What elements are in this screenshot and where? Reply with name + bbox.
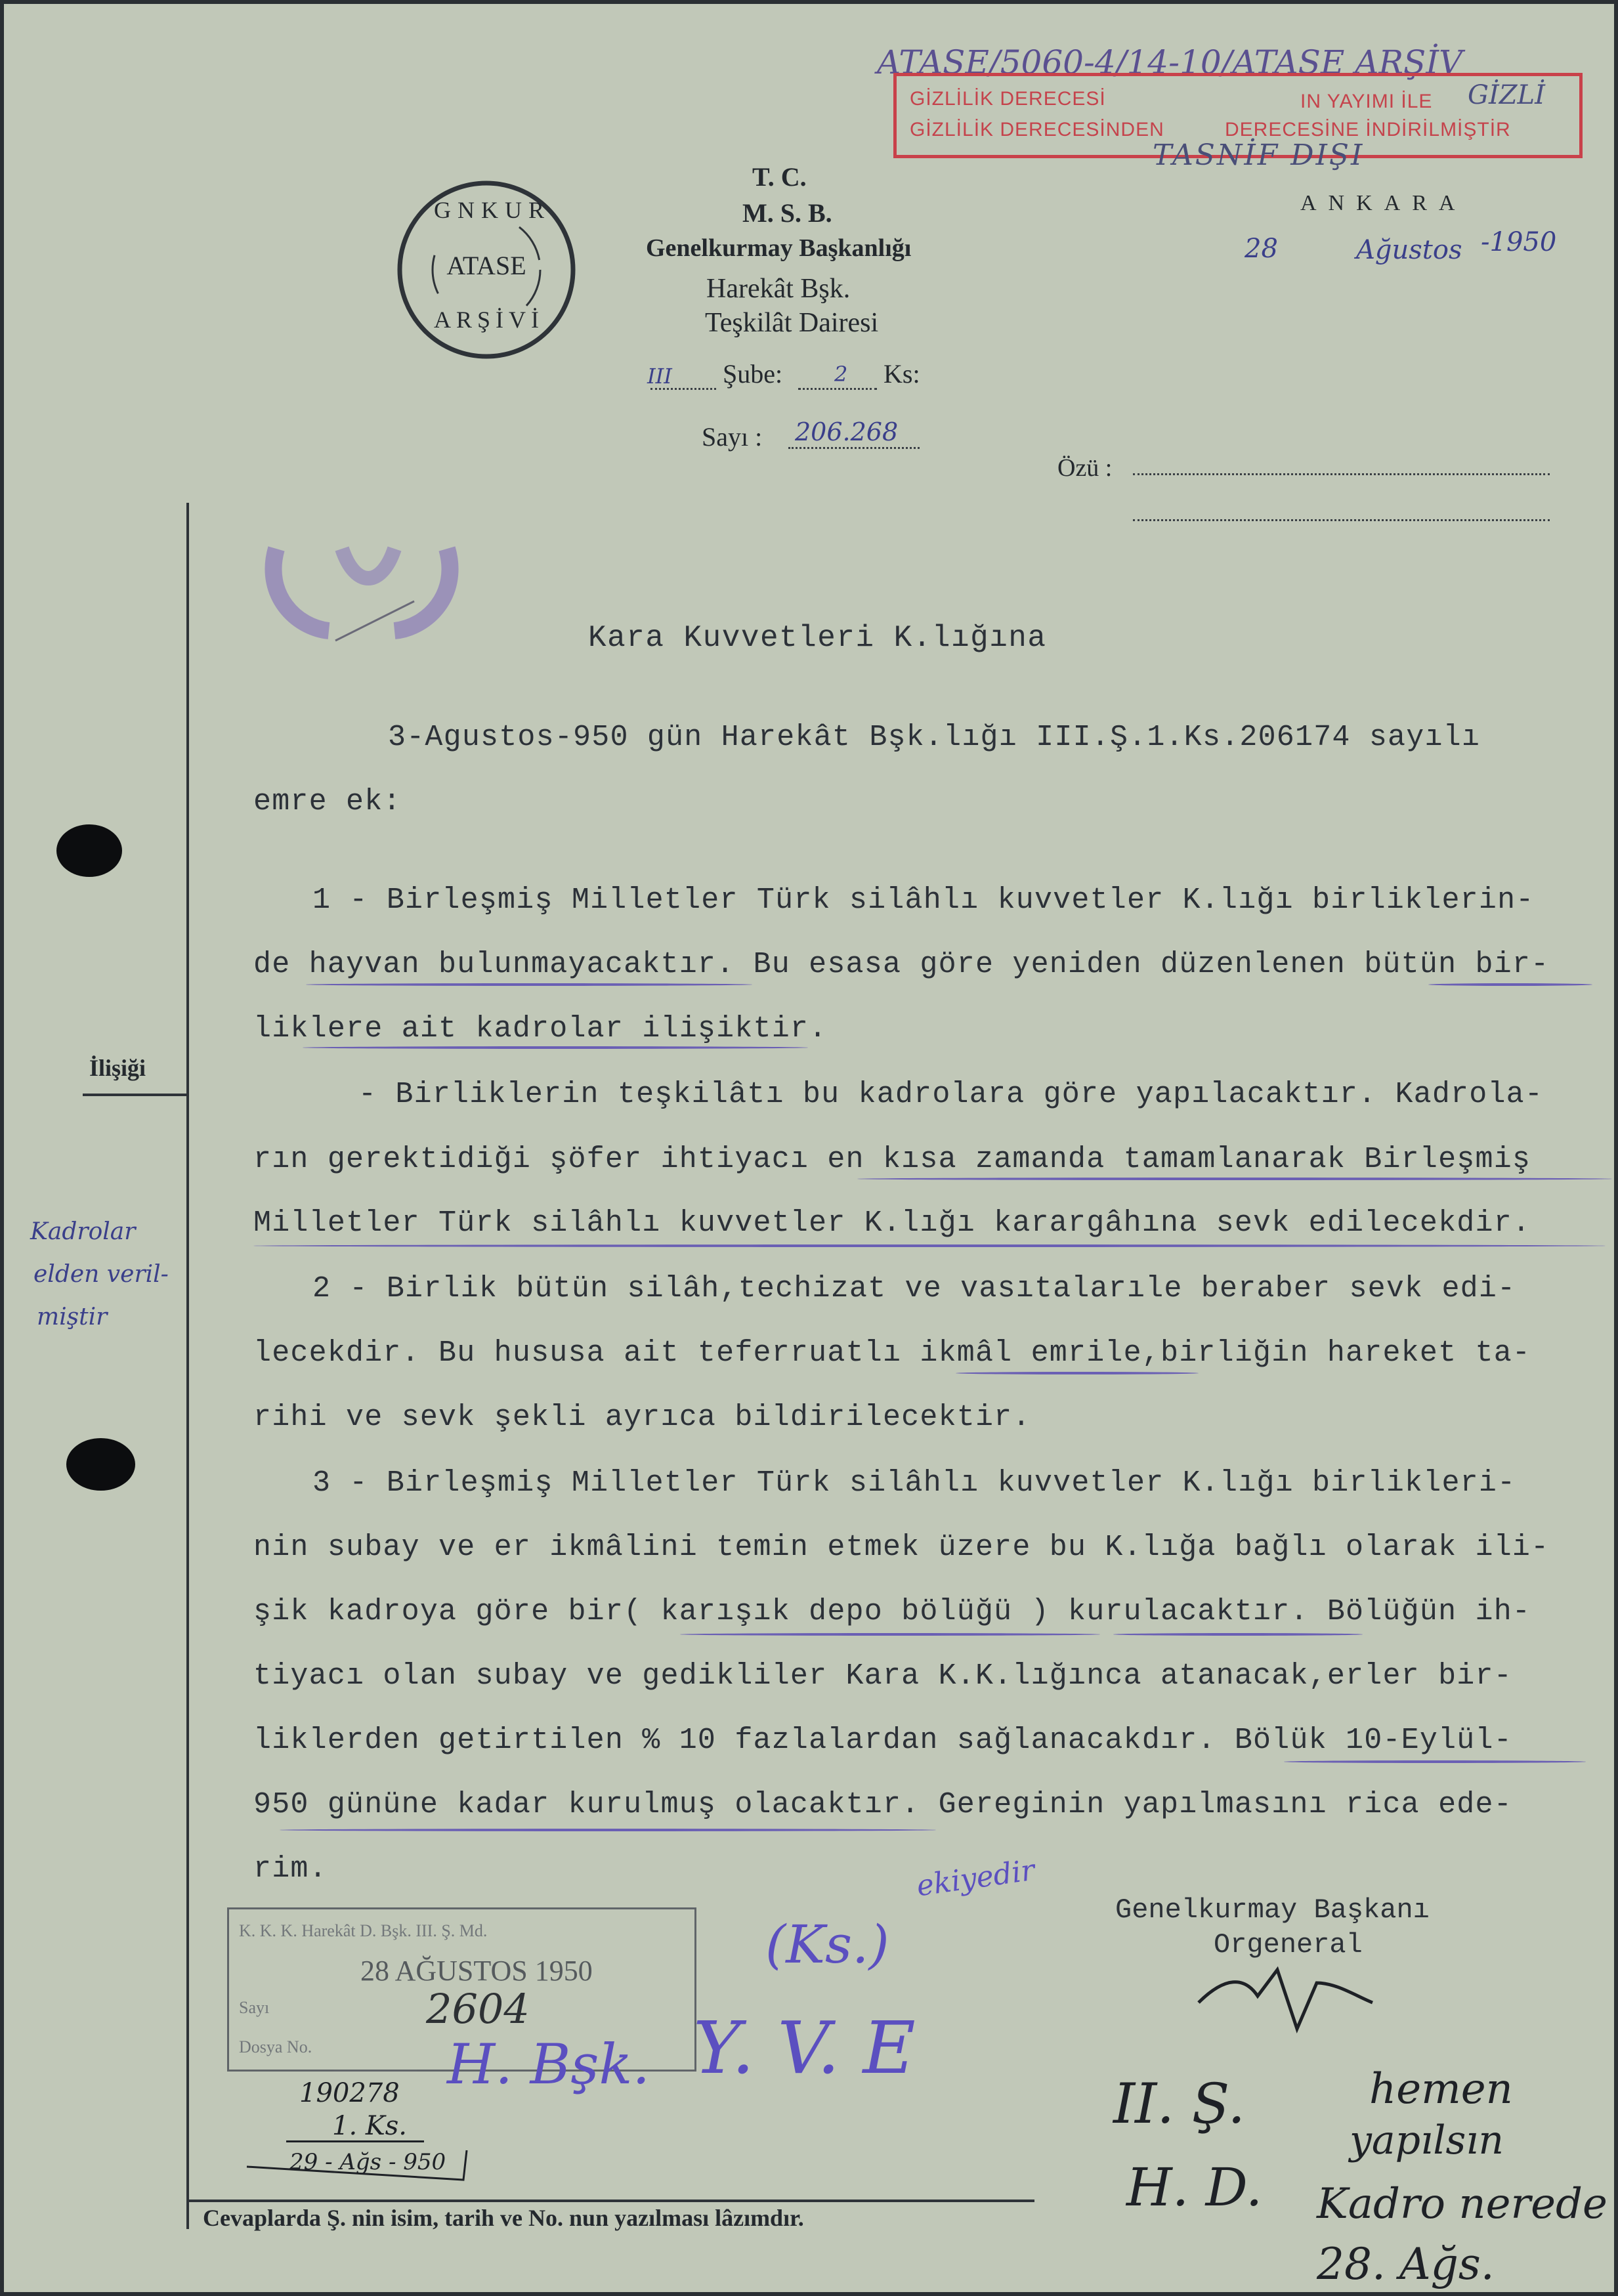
stamp-right-top-handwritten: GİZLİ [1468, 80, 1545, 110]
handwritten-date2: 29 - Ağs - 950 [289, 2149, 446, 2175]
receipt-stamp-header: K. K. K. Harekât D. Bşk. III. Ş. Md. [239, 1921, 488, 1940]
binder-hole-top [56, 824, 122, 877]
footer-note: Cevaplarda Ş. nin isim, tarih ve No. nun yazılması lâzımdır. [203, 2205, 804, 2231]
underline-9 [1284, 1760, 1586, 1763]
handwritten-h-bsk: H. Bşk. [447, 2032, 650, 2096]
footer-rule [188, 2200, 1034, 2202]
date-month: Ağustos [1356, 235, 1462, 265]
archive-seal-center: ATASE [446, 251, 526, 280]
handwritten-kadro-nerede: Kadro nerede [1317, 2180, 1607, 2228]
sayi-dots [788, 447, 920, 449]
stamp-right-bottom: DERECESİNE İNDİRİLMİŞTİR [1225, 119, 1511, 140]
handwritten-h-d: H. D. [1126, 2157, 1263, 2218]
binder-hole-bottom [66, 1438, 135, 1491]
handwritten-reference: ATASE/5060-4/14-10/ATASE ARŞİV [877, 43, 1463, 81]
margin-note-line-1: Kadrolar [30, 1218, 136, 1245]
body-line-9: 2 - Birlik bütün silâh,techizat ve vasıtalarıle beraber sevk edi- [312, 1272, 1516, 1306]
body-line-3: 1 - Birleşmiş Milletler Türk silâhlı kuvvetler K.lığı birliklerin- [312, 883, 1535, 917]
city: ANKARA [1300, 191, 1467, 215]
ozu-line-1 [1133, 473, 1550, 475]
body-line-16: liklerden getirtilen % 10 fazlalardan sağlanacakdır. Bölük 10-Eylül- [253, 1724, 1512, 1757]
sube-prefix: III [647, 364, 672, 389]
body-line-8: Milletler Türk silâhlı kuvvetler K.lığı karargâhına sevk edilecekdir. [253, 1206, 1531, 1240]
header-msb: M. S. B. [742, 198, 832, 228]
sayi-value: 206.268 [795, 417, 899, 446]
body-line-2: emre ek: [253, 785, 402, 818]
body-line-10: lecekdir. Bu hususa ait teferruatlı ikmâl emrile,birliğin hareket ta- [253, 1336, 1531, 1370]
body-line-7: rın gerektidiği şöfer ihtiyacı en kısa zamanda tamamlanarak Birleşmiş [253, 1143, 1531, 1176]
body-line-12: 3 - Birleşmiş Milletler Türk silâhlı kuvvetler K.lığı birlikleri- [312, 1466, 1516, 1500]
handwritten-hemen: hemen [1369, 2065, 1513, 2114]
archive-seal-top: GNKUR [434, 197, 551, 223]
ilisigi-rule [83, 1094, 188, 1096]
underline-2 [1428, 983, 1592, 986]
archive-seal [394, 178, 578, 362]
body-line-13: nin subay ve er ikmâlini temin etmek üzere bu K.lığa bağlı olarak ili- [253, 1531, 1550, 1564]
underline-3 [303, 1046, 808, 1049]
body-line-15: tiyacı olan subay ve gedikliler Kara K.K.lığınca atanacak,erler bir- [253, 1659, 1512, 1693]
margin-rule [186, 503, 189, 2229]
sube-label: Şube: [723, 359, 783, 389]
archive-seal-bottom: ARŞİVİ [434, 307, 545, 333]
sube-value: 2 [834, 362, 848, 387]
body-line-6: - Birliklerin teşkilâtı bu kadrolara göre yapılacaktır. Kadrola- [358, 1078, 1544, 1111]
underline-7 [680, 1633, 1100, 1636]
receipt-stamp-dosya: Dosya No. [239, 2037, 312, 2056]
body-line-14: şik kadroya göre bir( karışık depo bölüğü ) kurulacaktır. Bölüğün ih- [253, 1595, 1531, 1628]
date-day: 28 [1245, 234, 1278, 264]
header-genelkurmay: Genelkurmay Başkanlığı [646, 234, 912, 262]
body-line-11: rihi ve sevk şekli ayrıca bildirilecektir. [253, 1401, 1031, 1434]
handwritten-ii-s: II. Ş. [1113, 2072, 1246, 2136]
underline-8 [1113, 1633, 1363, 1636]
receipt-stamp-number: 2604 [426, 1985, 530, 2033]
ozu-label: Özü : [1057, 454, 1113, 482]
underline-10 [280, 1829, 936, 1831]
margin-note-line-2: elden veril- [33, 1261, 169, 1288]
date-year: -1950 [1481, 227, 1557, 257]
sayi-label: Sayı : [702, 422, 763, 452]
handwritten-date-bracket [240, 2140, 477, 2193]
signature-scribble [1185, 1957, 1382, 2042]
stamp-left-bottom: GİZLİLİK DERECESİNDEN [910, 119, 1164, 140]
addressee: Kara Kuvvetleri K.lığına [588, 621, 1047, 655]
body-line-1: 3-Agustos-950 gün Harekât Bşk.lığı III.Ş.1.Ks.206174 sayılı [388, 721, 1481, 754]
receipt-stamp-sayi: Sayı [239, 1998, 270, 2017]
stamp-left-top: GİZLİLİK DERECESİ [910, 88, 1106, 110]
receipt-stamp-date: 28 AĞUSTOS 1950 [360, 1955, 593, 1987]
underline-5 [253, 1244, 1606, 1247]
signature-title: Genelkurmay Başkanı [1115, 1894, 1430, 1926]
handwritten-tasnif-disi: TASNİF DIŞI [1153, 138, 1365, 172]
margin-note-line-3: miştir [37, 1304, 108, 1330]
sube-prefix-dots [650, 388, 716, 390]
handwritten-ekiyedir: ekiyedir [914, 1853, 1037, 1903]
stamp-right-top: IN YAYIMI İLE [1300, 91, 1433, 112]
header-tc: T. C. [752, 162, 807, 192]
handwritten-ks: (Ks.) [765, 1914, 889, 1975]
handwritten-initials: Y. V. E [693, 2006, 916, 2090]
handwritten-ref-number: 190278 [299, 2078, 400, 2108]
handwritten-date3: 28. Ağs. [1317, 2239, 1495, 2289]
ilisigi-label: İlişiği [89, 1055, 146, 1081]
body-line-5: liklere ait kadrolar ilişiktir. [253, 1012, 828, 1046]
body-line-18: rim. [253, 1852, 328, 1886]
handwritten-yapilsin: yapılsın [1350, 2117, 1504, 2163]
underline-1 [306, 983, 752, 986]
signature-rank: Orgeneral [1214, 1929, 1363, 1961]
body-line-4: de hayvan bulunmayacaktır. Bu esasa göre yeniden düzenlenen bütün bir- [253, 948, 1550, 981]
header-teskilat: Teşkilât Dairesi [705, 308, 879, 338]
underline-4 [857, 1178, 1612, 1180]
body-line-17: 950 gününe kadar kurulmuş olacaktır. Gereginin yapılmasını rica ede- [253, 1788, 1512, 1821]
underline-6 [956, 1372, 1199, 1374]
handwritten-ks2: 1. Ks. [332, 2111, 408, 2141]
faint-seal [257, 509, 467, 660]
sube-value-dots [798, 388, 877, 390]
ks-label: Ks: [884, 359, 920, 389]
ozu-line-2 [1133, 519, 1550, 521]
header-harekat: Harekât Bşk. [706, 274, 851, 304]
